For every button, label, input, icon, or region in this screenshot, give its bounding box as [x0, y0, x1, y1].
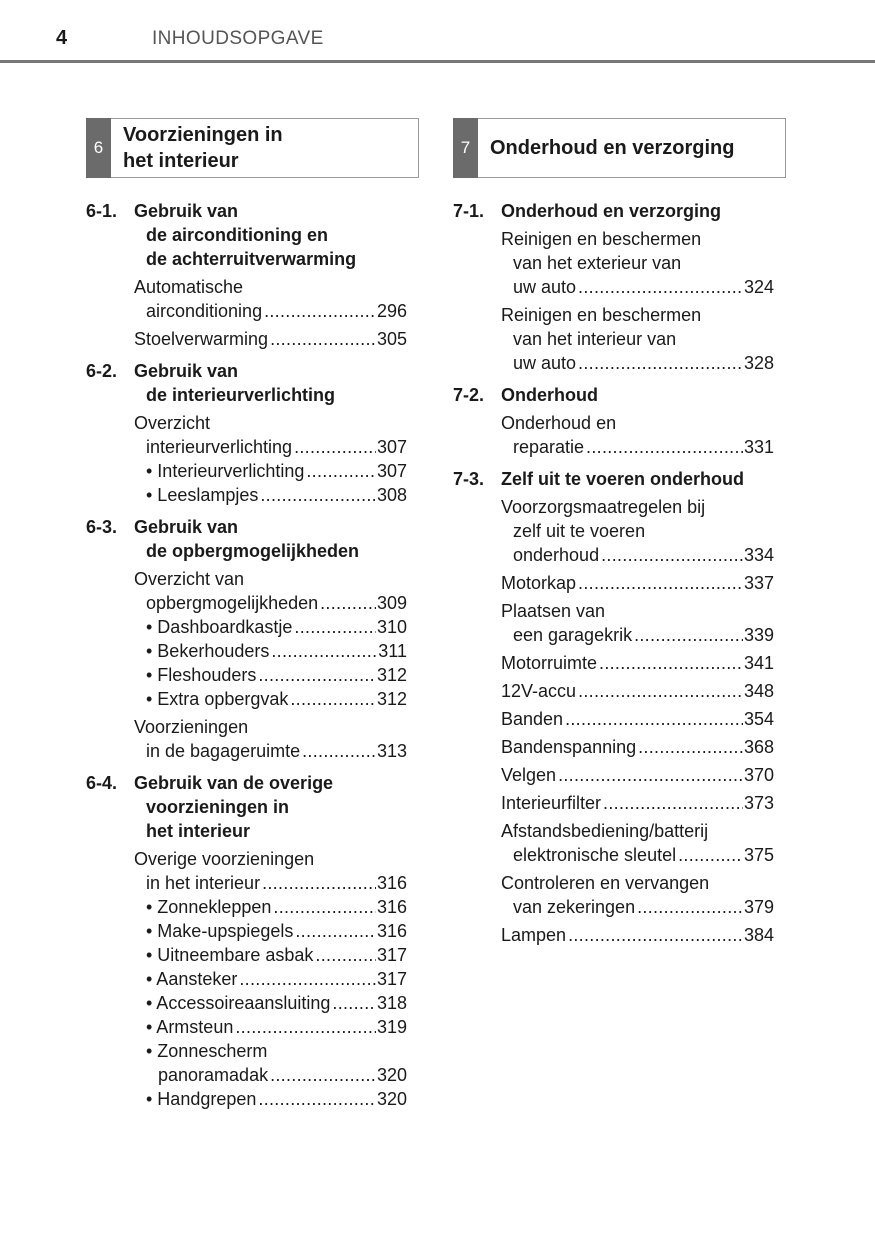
section-title-line: Gebruik van — [134, 517, 239, 537]
entry-text-line: zelf uit te voeren — [513, 521, 646, 541]
toc-entry[interactable] — [501, 679, 774, 703]
toc-entry[interactable] — [501, 571, 774, 595]
entry-leader-row — [501, 735, 774, 759]
section-title — [134, 771, 419, 843]
toc-entry[interactable] — [134, 715, 407, 763]
entry-leader-row — [501, 435, 774, 459]
toc-entry[interactable] — [134, 567, 407, 615]
section-title — [134, 199, 419, 271]
section-title-line: de airconditioning en — [146, 225, 329, 245]
section-title-line: voorzieningen in — [146, 797, 290, 817]
section-number: 7-2. — [453, 385, 485, 405]
section-list — [453, 199, 786, 947]
chapter-number-tab: 7 — [453, 118, 478, 178]
dot-leader — [258, 1087, 376, 1111]
entry-list — [86, 567, 419, 763]
dot-leader — [320, 591, 376, 615]
page-reference: 305 — [376, 329, 407, 349]
dot-leader — [260, 483, 376, 507]
toc-section — [86, 359, 419, 507]
page-reference: 316 — [376, 921, 407, 941]
section-title-line: het interieur — [146, 821, 251, 841]
entry-text-line: Stoelverwarming — [134, 329, 269, 349]
toc-entry[interactable] — [501, 227, 774, 299]
toc-entry[interactable] — [134, 895, 407, 919]
entry-text-line: Overzicht — [134, 413, 211, 433]
dot-leader — [603, 791, 743, 815]
dot-leader — [295, 919, 376, 943]
entry-text-line: Automatische — [134, 277, 244, 297]
entry-text-line: Reinigen en beschermen — [501, 305, 702, 325]
section-number: 6-2. — [86, 361, 118, 381]
toc-entry[interactable] — [134, 967, 407, 991]
toc-entry[interactable] — [134, 1087, 407, 1111]
page-reference: 317 — [376, 945, 407, 965]
page-header — [0, 0, 875, 62]
entry-text-line: van het exterieur van — [513, 253, 682, 273]
chapter-title-line: het interieur — [123, 150, 239, 172]
section-title — [134, 515, 419, 563]
entry-list — [453, 411, 786, 459]
entry-text-line: interieurverlichting — [146, 437, 293, 457]
entry-leader-row — [134, 739, 407, 763]
entry-text-line: elektronische sleutel — [513, 845, 677, 865]
entry-text-line: • Uitneembare asbak — [146, 945, 314, 965]
section-heading — [86, 359, 419, 407]
page-reference: 312 — [376, 665, 407, 685]
toc-entry[interactable] — [501, 871, 774, 919]
page-reference: 311 — [378, 641, 407, 661]
entry-leader-row — [134, 435, 407, 459]
entry-text-line: • Zonnescherm — [146, 1041, 268, 1061]
entry-text-line: • Make-upspiegels — [146, 921, 294, 941]
toc-entry[interactable] — [501, 707, 774, 731]
toc-entry[interactable] — [501, 599, 774, 647]
page-reference: 296 — [376, 301, 407, 321]
page-reference: 334 — [743, 545, 774, 565]
toc-entry[interactable] — [134, 847, 407, 895]
section-heading — [453, 199, 786, 223]
entry-text-line: Voorzieningen — [134, 717, 249, 737]
dot-leader — [599, 651, 743, 675]
entry-text-line: in de bagageruimte — [146, 741, 301, 761]
page-reference: 317 — [376, 969, 407, 989]
section-number: 6-3. — [86, 517, 118, 537]
section-title-line: Zelf uit te voeren onderhoud — [501, 469, 745, 489]
toc-entry[interactable] — [501, 303, 774, 375]
section-heading — [86, 199, 419, 271]
entry-text-line: Overige voorzieningen — [134, 849, 315, 869]
page-reference: 308 — [376, 485, 407, 505]
toc-entry[interactable] — [501, 495, 774, 567]
dot-leader — [565, 707, 743, 731]
toc-entry[interactable] — [501, 763, 774, 787]
toc-entry[interactable] — [134, 411, 407, 459]
entry-text-line: Banden — [501, 709, 564, 729]
entry-text-line: • Zonnekleppen — [146, 897, 272, 917]
entry-leader-row — [501, 923, 774, 947]
entry-list — [86, 411, 419, 507]
chapter-column-7 — [453, 118, 786, 947]
section-title-line: Gebruik van — [134, 201, 239, 221]
entry-text-line: Voorzorgsmaatregelen bij — [501, 497, 706, 517]
entry-leader-row — [501, 623, 774, 647]
header-title: INHOUDSOPGAVE — [152, 28, 324, 49]
entry-leader-row — [134, 299, 407, 323]
entry-text-line: van het interieur van — [513, 329, 677, 349]
entry-leader-row — [146, 943, 407, 967]
toc-entry[interactable] — [501, 819, 774, 867]
page-reference: 309 — [376, 593, 407, 613]
entry-text-line: Velgen — [501, 765, 557, 785]
entry-leader-row — [146, 1063, 407, 1087]
toc-entry[interactable] — [501, 735, 774, 759]
dot-leader — [235, 1015, 376, 1039]
page-reference: 331 — [743, 437, 774, 457]
entry-leader-row — [501, 543, 774, 567]
entry-leader-row — [146, 483, 407, 507]
dot-leader — [294, 615, 376, 639]
entry-text-line: • Interieurverlichting — [146, 461, 305, 481]
page-reference: 379 — [743, 897, 774, 917]
entry-leader-row — [501, 895, 774, 919]
toc-entry[interactable] — [134, 275, 407, 323]
chapter-heading — [86, 118, 419, 178]
page-reference: 316 — [376, 897, 407, 917]
toc-entry[interactable] — [134, 1039, 407, 1087]
entry-text-line: • Bekerhouders — [146, 641, 270, 661]
section-list — [86, 199, 419, 1111]
toc-entry[interactable] — [134, 687, 407, 711]
dot-leader — [262, 871, 376, 895]
page-reference: 316 — [376, 873, 407, 893]
entry-text-line: panoramadak — [158, 1065, 269, 1085]
entry-text-line: • Fleshouders — [146, 665, 257, 685]
entry-leader-row — [134, 591, 407, 615]
toc-entry[interactable] — [134, 1015, 407, 1039]
entry-leader-row — [501, 679, 774, 703]
toc-entry[interactable] — [134, 919, 407, 943]
chapter-number-tab: 6 — [86, 118, 111, 178]
dot-leader — [578, 679, 743, 703]
page-reference: 307 — [376, 461, 407, 481]
page-reference: 310 — [376, 617, 407, 637]
entry-text-line: opbergmogelijkheden — [146, 593, 319, 613]
section-title-line: Onderhoud en verzorging — [501, 201, 722, 221]
section-heading — [453, 383, 786, 407]
entry-leader-row — [501, 275, 774, 299]
entry-text-line: Motorruimte — [501, 653, 598, 673]
toc-section — [86, 771, 419, 1111]
entry-text-line: Overzicht van — [134, 569, 245, 589]
section-heading — [86, 771, 419, 843]
toc-entry[interactable] — [134, 615, 407, 639]
dot-leader — [678, 843, 743, 867]
dot-leader — [601, 543, 743, 567]
page-reference: 373 — [743, 793, 774, 813]
page-number: 4 — [56, 27, 68, 49]
section-title-line: de achterruitverwarming — [146, 249, 357, 269]
entry-text-line: • Armsteun — [146, 1017, 234, 1037]
dot-leader — [294, 435, 376, 459]
page-reference: 375 — [743, 845, 774, 865]
toc-entry[interactable] — [134, 639, 407, 663]
entry-list — [453, 495, 786, 947]
dot-leader — [290, 687, 376, 711]
entry-leader-row — [501, 571, 774, 595]
dot-leader — [302, 739, 376, 763]
toc-entry[interactable] — [134, 327, 407, 351]
toc-entry[interactable] — [134, 991, 407, 1015]
entry-list — [86, 847, 419, 1111]
section-title-line: de opbergmogelijkheden — [146, 541, 360, 561]
page-reference: 320 — [376, 1089, 407, 1109]
page-reference: 312 — [376, 689, 407, 709]
section-number: 7-1. — [453, 201, 485, 221]
section-number: 6-4. — [86, 773, 118, 793]
page-reference: 384 — [743, 925, 774, 945]
toc-section — [86, 515, 419, 763]
section-title — [501, 467, 786, 491]
section-heading — [453, 467, 786, 491]
entry-leader-row — [146, 991, 407, 1015]
toc-section — [86, 199, 419, 351]
page-reference: 318 — [376, 993, 407, 1013]
entry-leader-row — [146, 967, 407, 991]
entry-text-line: airconditioning — [146, 301, 263, 321]
dot-leader — [558, 763, 743, 787]
entry-leader-row — [146, 663, 407, 687]
entry-text-line: uw auto — [513, 277, 577, 297]
dot-leader — [239, 967, 376, 991]
toc-section — [453, 383, 786, 459]
entry-text-line: uw auto — [513, 353, 577, 373]
page-reference: 307 — [376, 437, 407, 457]
entry-leader-row — [134, 327, 407, 351]
toc-entry[interactable] — [134, 459, 407, 483]
section-title-line: Onderhoud — [501, 385, 598, 405]
toc-section — [453, 199, 786, 375]
chapter-title-line: Onderhoud en verzorging — [490, 137, 735, 159]
section-title — [501, 383, 786, 407]
dot-leader — [637, 895, 743, 919]
entry-leader-row — [146, 615, 407, 639]
entry-text-line: Afstandsbediening/batterij — [501, 821, 709, 841]
dot-leader — [306, 459, 376, 483]
toc-entry[interactable] — [134, 943, 407, 967]
dot-leader — [270, 327, 376, 351]
entry-list — [86, 275, 419, 351]
chapter-column-6 — [86, 118, 419, 1111]
section-number: 6-1. — [86, 201, 118, 221]
toc-section — [453, 467, 786, 947]
page-reference: 313 — [376, 741, 407, 761]
entry-text-line: Motorkap — [501, 573, 577, 593]
entry-leader-row — [146, 895, 407, 919]
page-reference: 370 — [743, 765, 774, 785]
entry-text-line: • Leeslampjes — [146, 485, 259, 505]
header-rule — [0, 60, 875, 63]
toc-entry[interactable] — [501, 791, 774, 815]
dot-leader — [258, 663, 376, 687]
dot-leader — [315, 943, 376, 967]
entry-leader-row — [146, 639, 407, 663]
section-title-line: Gebruik van — [134, 361, 239, 381]
entry-leader-row — [501, 763, 774, 787]
entry-leader-row — [501, 791, 774, 815]
entry-text-line: Interieurfilter — [501, 793, 602, 813]
dot-leader — [264, 299, 376, 323]
entry-text-line: 12V-accu — [501, 681, 577, 701]
entry-leader-row — [146, 1087, 407, 1111]
dot-leader — [578, 571, 743, 595]
page-reference: 354 — [743, 709, 774, 729]
chapter-title-line: Voorzieningen in — [123, 124, 283, 146]
toc-entry[interactable] — [501, 651, 774, 675]
entry-text-line: in het interieur — [146, 873, 261, 893]
page-reference: 320 — [376, 1065, 407, 1085]
entry-text-line: Controleren en vervangen — [501, 873, 710, 893]
dot-leader — [638, 735, 743, 759]
page-reference: 328 — [743, 353, 774, 373]
dot-leader — [270, 1063, 376, 1087]
dot-leader — [332, 991, 376, 1015]
dot-leader — [578, 351, 743, 375]
entry-text-line: • Accessoireaansluiting — [146, 993, 331, 1013]
section-title — [501, 199, 786, 223]
dot-leader — [568, 923, 743, 947]
page-reference: 368 — [743, 737, 774, 757]
section-heading — [86, 515, 419, 563]
entry-text-line: van zekeringen — [513, 897, 636, 917]
entry-leader-row — [501, 707, 774, 731]
dot-leader — [586, 435, 743, 459]
entry-text-line: een garagekrik — [513, 625, 633, 645]
entry-leader-row — [501, 351, 774, 375]
section-title — [134, 359, 419, 407]
entry-text-line: reparatie — [513, 437, 585, 457]
toc-entry[interactable] — [134, 483, 407, 507]
section-number: 7-3. — [453, 469, 485, 489]
toc-entry[interactable] — [134, 663, 407, 687]
page-reference: 339 — [743, 625, 774, 645]
entry-leader-row — [501, 843, 774, 867]
entry-text-line: onderhoud — [513, 545, 600, 565]
entry-leader-row — [501, 651, 774, 675]
chapter-title — [490, 119, 779, 177]
page-reference: 319 — [376, 1017, 407, 1037]
page-reference: 324 — [743, 277, 774, 297]
section-title-line: Gebruik van de overige — [134, 773, 334, 793]
entry-leader-row — [134, 871, 407, 895]
page-reference: 341 — [743, 653, 774, 673]
entry-text-line: • Aansteker — [146, 969, 238, 989]
entry-text-line: • Extra opbergvak — [146, 689, 289, 709]
entry-leader-row — [146, 1015, 407, 1039]
entry-leader-row — [146, 459, 407, 483]
entry-leader-row — [146, 687, 407, 711]
toc-entry[interactable] — [501, 411, 774, 459]
entry-text-line: Bandenspanning — [501, 737, 637, 757]
entry-list — [453, 227, 786, 375]
page-reference: 348 — [743, 681, 774, 701]
entry-text-line: • Handgrepen — [146, 1089, 257, 1109]
section-title-line: de interieurverlichting — [146, 385, 336, 405]
dot-leader — [578, 275, 743, 299]
chapter-title — [123, 119, 412, 177]
entry-text-line: • Dashboardkastje — [146, 617, 293, 637]
entry-text-line: Plaatsen van — [501, 601, 606, 621]
toc-entry[interactable] — [501, 923, 774, 947]
entry-text-line: Reinigen en beschermen — [501, 229, 702, 249]
dot-leader — [271, 639, 377, 663]
dot-leader — [634, 623, 743, 647]
entry-leader-row — [146, 919, 407, 943]
dot-leader — [273, 895, 376, 919]
entry-text-line: Onderhoud en — [501, 413, 617, 433]
chapter-heading — [453, 118, 786, 178]
entry-text-line: Lampen — [501, 925, 567, 945]
page-reference: 337 — [743, 573, 774, 593]
